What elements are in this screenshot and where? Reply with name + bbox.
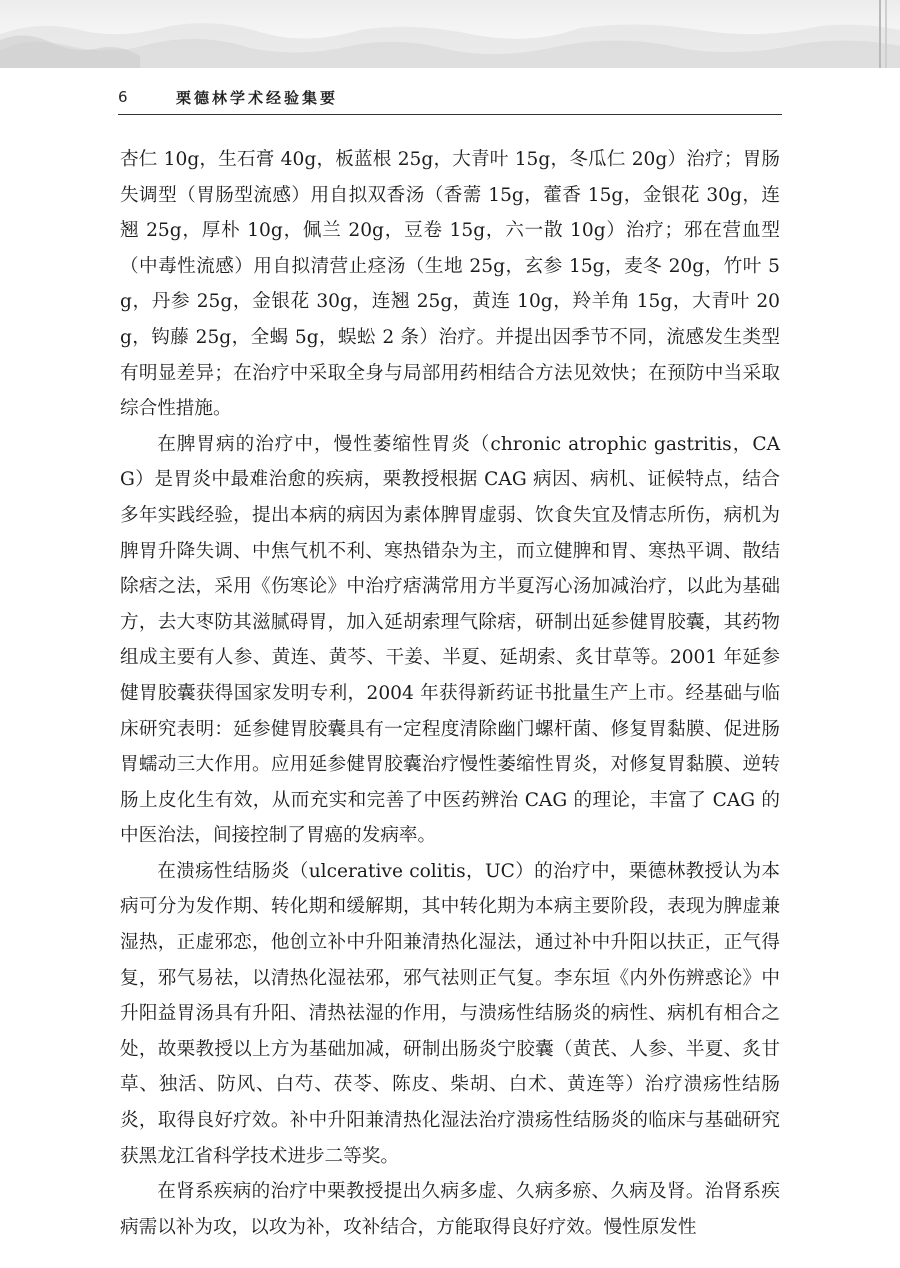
running-title: 栗德林学术经验集要: [176, 89, 339, 107]
paragraph-influenza-continued: 杏仁 10g，生石膏 40g，板蓝根 25g，大青叶 15g，冬瓜仁 20g）治疗；胃肠失调型（胃肠型流感）用自拟双香汤（香薷 15g，藿香 15g，金银花 30g，连翘 25g，厚朴 10g，佩兰 20g，豆卷 15g，六一散 10g）治疗；邪在营血型（中毒性流感）用自拟清营止痉汤（生地 25g，玄参 15g，麦冬 20g，竹叶 5g，丹参 25g，金银花 30g，连翘 25g，黄连 10g，羚羊角 15g，大青叶 20g，钩藤 25g，全蝎 5g，蜈蚣 2 条）治疗。并提出因季节不同，流感发生类型有明显差异；在治疗中采取全身与局部用药相结合方法见效快；在预防中当采取综合性措施。: [120, 149, 780, 420]
page-number: 6: [118, 88, 128, 106]
paragraph-ulcerative-colitis: 在溃疡性结肠炎（ulcerative colitis，UC）的治疗中，栗德林教授认为本病可分为发作期、转化期和缓解期，其中转化期为本病主要阶段，表现为脾虚兼湿热，正虚邪恋，他创立补中升阳兼清热化湿法，通过补中升阳以扶正，正气得复，邪气易祛，以清热化湿祛邪，邪气祛则正气复。李东垣《内外伤辨惑论》中升阳益胃汤具有升阳、清热祛湿的作用，与溃疡性结肠炎的病性、病机有相合之处，故栗教授以上方为基础加减，研制出肠炎宁胶囊（黄芪、人参、半夏、炙甘草、独活、防风、白芍、茯苓、陈皮、柴胡、白术、黄连等）治疗溃疡性结肠炎，取得良好疗效。补中升阳兼清热化湿法治疗溃疡性结肠炎的临床与基础研究获黑龙江省科学技术进步二等奖。: [120, 860, 780, 1167]
paragraph-renal-diseases: 在肾系疾病的治疗中栗教授提出久病多虚、久病多瘀、久病及肾。治肾系疾病需以补为攻，以攻为补，攻补结合，方能取得良好疗效。慢性原发性: [120, 1181, 780, 1238]
decorative-header-landscape: [0, 0, 900, 68]
body-text: [120, 142, 780, 1245]
header-rule: [118, 114, 782, 115]
paragraph-chronic-atrophic-gastritis: 在脾胃病的治疗中，慢性萎缩性胃炎（chronic atrophic gastritis，CAG）是胃炎中最难治愈的疾病，栗教授根据 CAG 病因、病机、证候特点，结合多年实践经验，提出本病的病因为素体脾胃虚弱、饮食失宜及情志所伤，病机为脾胃升降失调、中焦气机不利、寒热错杂为主，而立健脾和胃、寒热平调、散结除痞之法，采用《伤寒论》中治疗痞满常用方半夏泻心汤加减治疗，以此为基础方，去大枣防其滋腻碍胃，加入延胡索理气除痞，研制出延参健胃胶囊，其药物组成主要有人参、黄连、黄芩、干姜、半夏、延胡索、炙甘草等。2001 年延参健胃胶囊获得国家发明专利，2004 年获得新药证书批量生产上市。经基础与临床研究表明：延参健胃胶囊具有一定程度清除幽门螺杆菌、修复胃黏膜、促进肠胃蠕动三大作用。应用延参健胃胶囊治疗慢性萎缩性胃炎，对修复胃黏膜、逆转肠上皮化生有效，从而充实和完善了中医药辨治 CAG 的理论，丰富了 CAG 的中医治法，间接控制了胃癌的发病率。: [120, 433, 780, 847]
